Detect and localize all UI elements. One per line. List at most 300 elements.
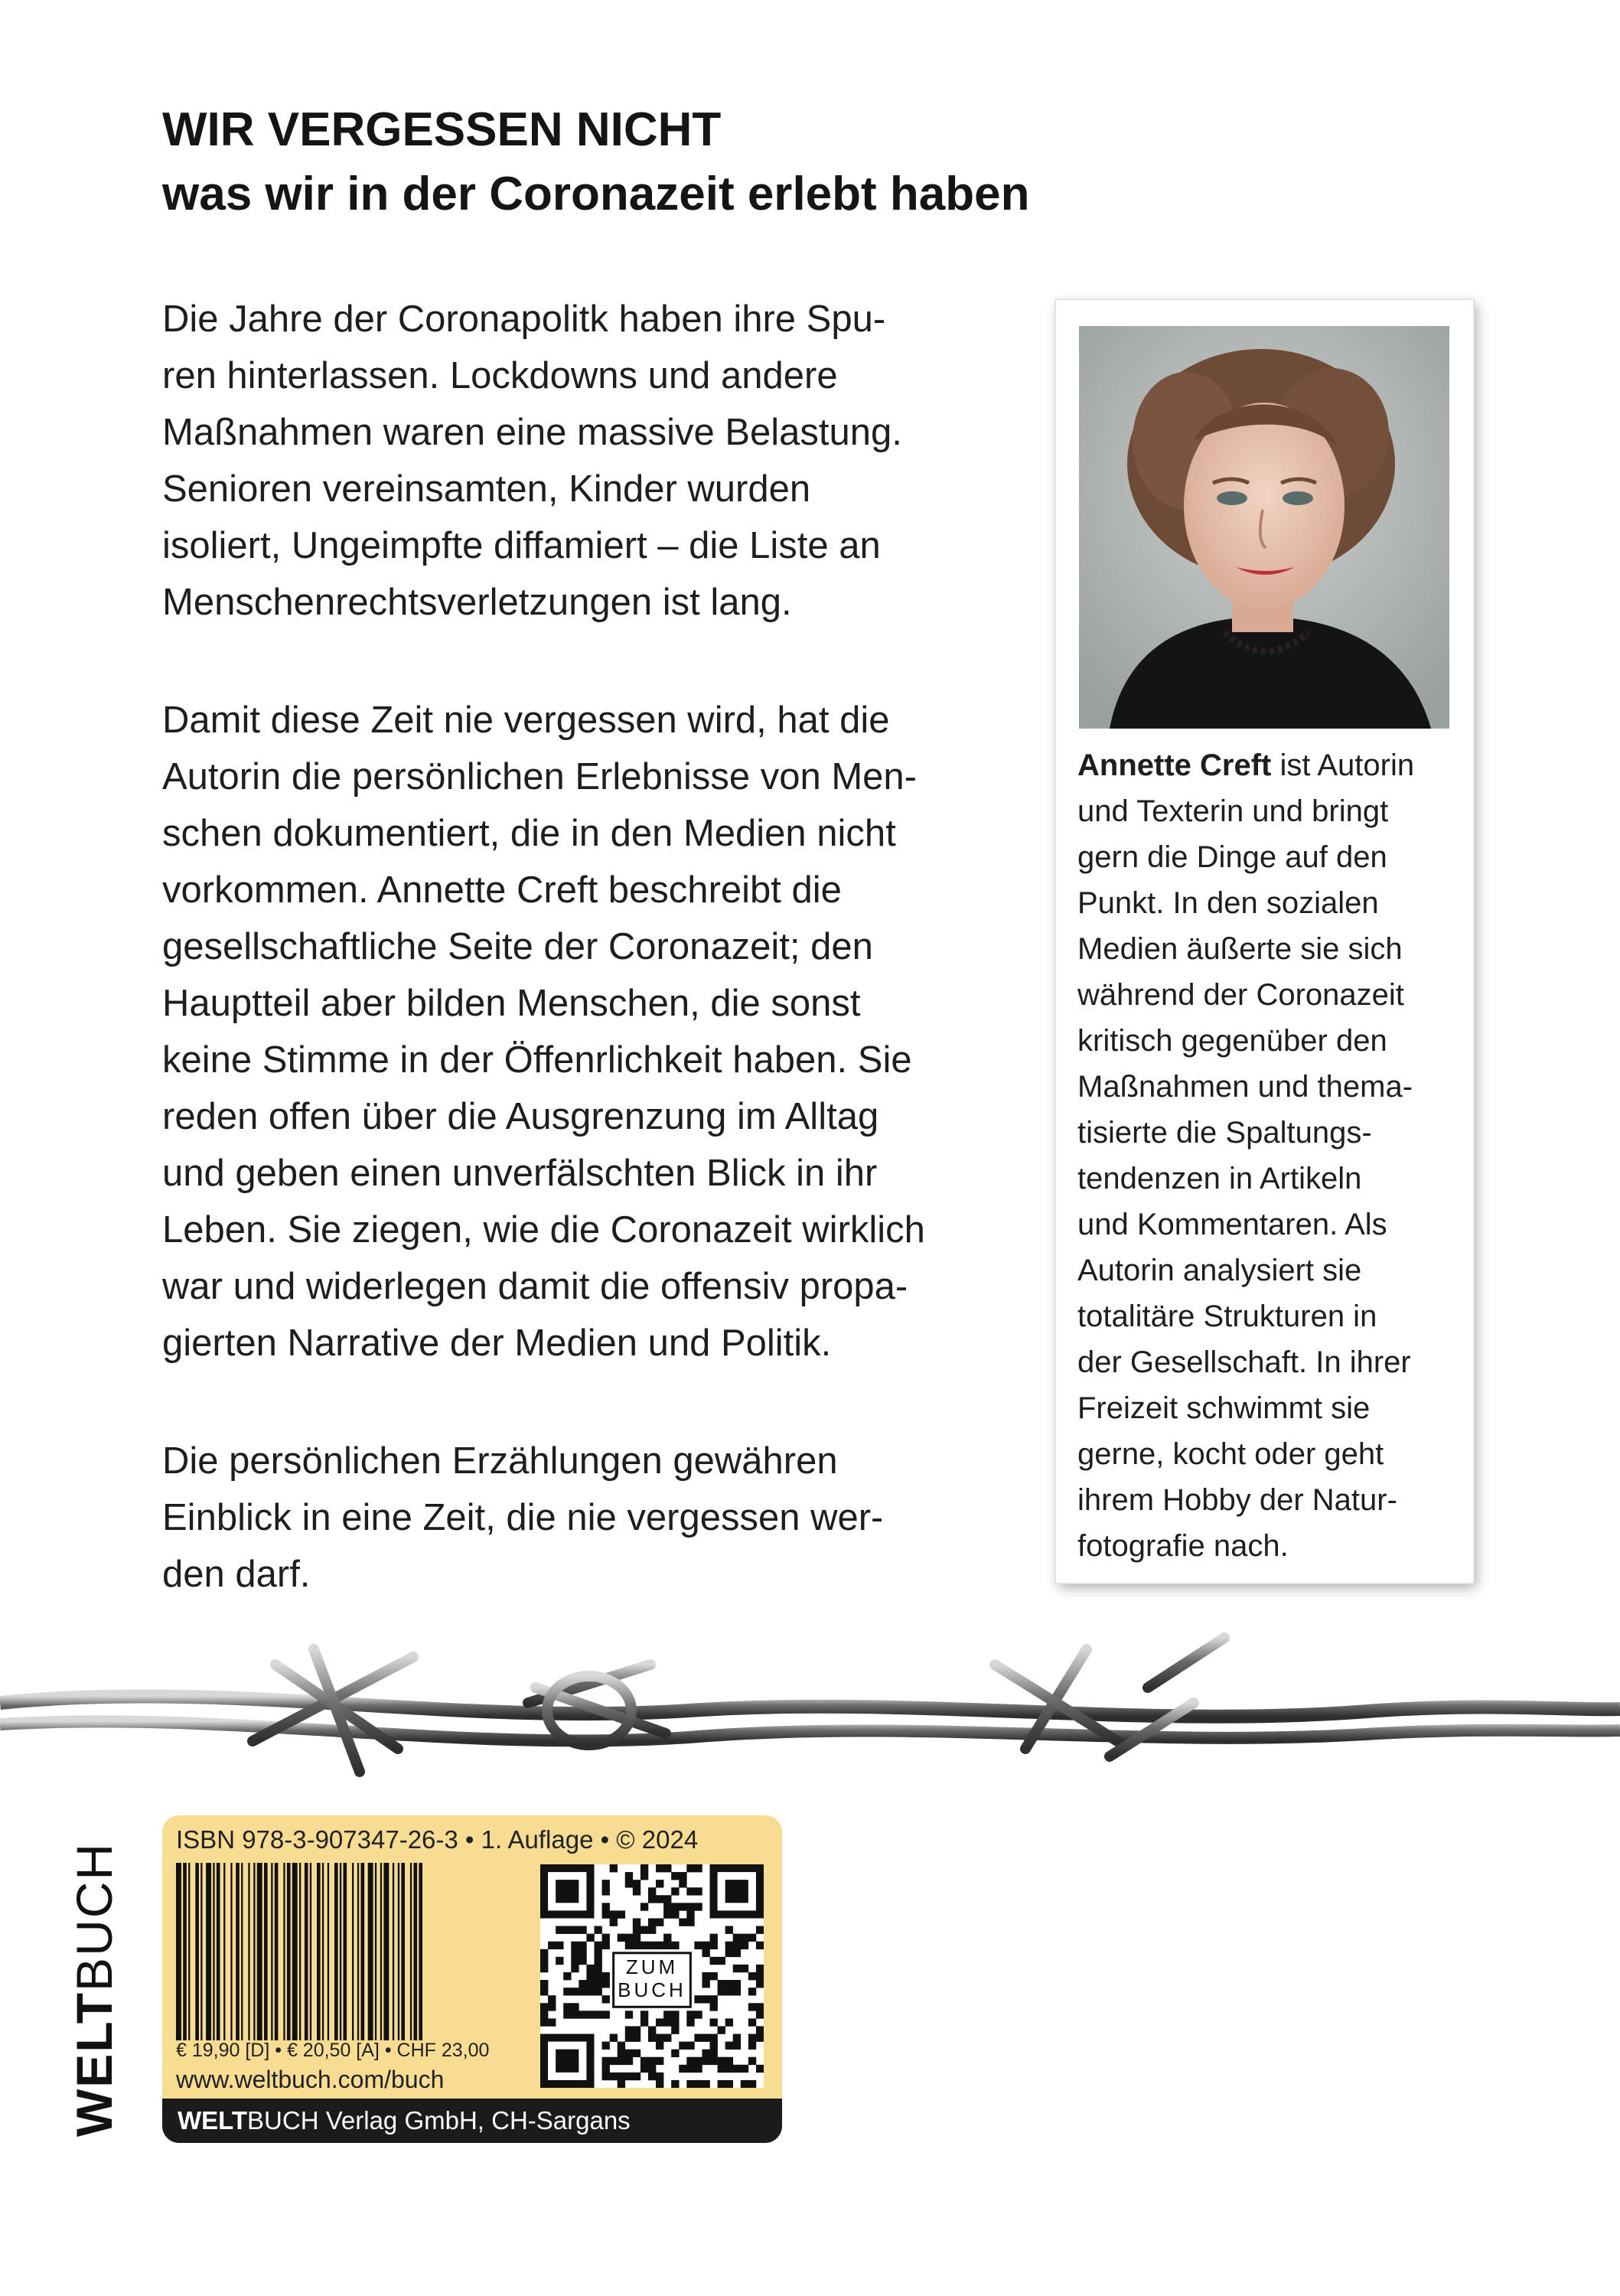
barcode-bar [383, 1863, 389, 2040]
qr-module [579, 1949, 586, 1957]
qr-module [586, 2011, 594, 2018]
barcode-bar [410, 1863, 412, 2040]
qr-module [710, 2034, 718, 2042]
qr-module [571, 2003, 579, 2011]
qr-module [594, 1972, 601, 1980]
qr-module [694, 1864, 702, 1872]
qr-module [725, 1988, 733, 1995]
qr-module [602, 1980, 610, 1988]
barcode-bar [414, 1863, 418, 2040]
qr-module [679, 1903, 686, 1910]
qr-module [710, 1972, 718, 1980]
qr-module [610, 2057, 618, 2065]
qr-module [733, 1949, 741, 1957]
qr-module [663, 1864, 671, 1872]
qr-module [663, 1910, 671, 1918]
qr-module [679, 1880, 686, 1887]
qr-module [571, 2011, 579, 2018]
qr-module [756, 2011, 764, 2018]
qr-module [694, 2011, 702, 2018]
qr-module [548, 2003, 556, 2011]
qr-module [594, 1988, 601, 1995]
qr-module [671, 2011, 679, 2018]
qr-module [563, 1972, 571, 1980]
qr-module [563, 1988, 571, 1995]
qr-module [586, 1980, 594, 1988]
barcode-bar [398, 1863, 399, 2040]
qr-module [579, 1980, 586, 1988]
brand-bold: WELT [66, 1991, 122, 2137]
qr-module [663, 2018, 671, 2026]
qr-module [540, 2011, 548, 2018]
qr-module [756, 1980, 764, 1988]
qr-module [641, 2065, 648, 2073]
qr-module [625, 2057, 633, 2065]
qr-module [702, 1995, 709, 2003]
qr-module [694, 2034, 702, 2042]
qr-module [641, 1864, 648, 1872]
qr-module [633, 2034, 641, 2042]
qr-module [571, 1965, 579, 1972]
qr-module [733, 1965, 741, 1972]
barcode-bar [375, 1863, 376, 2040]
qr-module [586, 1988, 594, 1995]
qr-module [710, 2057, 718, 2065]
qr-module [648, 2057, 656, 2065]
qr-module [725, 2080, 733, 2088]
barcode-bar [283, 1863, 285, 2040]
barcode-bar [236, 1863, 240, 2040]
qr-module [556, 1957, 563, 1965]
qr-module [633, 2073, 641, 2080]
qr-module [594, 1926, 601, 1934]
qr-module [733, 2034, 741, 2042]
barcode-bar [230, 1863, 232, 2040]
qr-module [733, 1980, 741, 1988]
qr-module [633, 1880, 641, 1887]
qr-module [718, 1957, 725, 1965]
qr-module [679, 1918, 686, 1926]
blurb-paragraph-2: Damit diese Zeit nie vergessen wird, hat die Autorin die persönlichen Erlebnisse von Men- schen dokumentiert, die in den Medien nicht vorkommen. Annette Creft beschreibt die gesellschaftliche Seite der Coronazeit; den Hauptteil aber bilden Menschen, die sonst keine Stimme in der Öffenrlichkeit haben. Sie reden offen über die Ausgrenzung im Alltag und geben einen unverfälschten Blick in ihr Leben. Sie ziegen, wie die Coronazeit wirklich war und widerlegen damit die offensiv propa- gierten Narrative der Medien und Politik. [162, 700, 925, 1364]
qr-module [656, 1864, 663, 1872]
barcode-bar [217, 1863, 220, 2040]
barcode-bar [264, 1863, 268, 2040]
barbed-wire-illustration [0, 1596, 1620, 1818]
qr-module [686, 2011, 694, 2018]
qr-module [618, 2073, 625, 2080]
qr-module [748, 1988, 756, 1995]
qr-module [648, 2026, 656, 2033]
barcode-bar [287, 1863, 291, 2040]
qr-module [540, 1957, 548, 1965]
barcode-bar [292, 1863, 298, 2040]
qr-module [656, 2080, 663, 2088]
barcode-bar [322, 1863, 324, 2040]
qr-module [694, 2080, 702, 2088]
qr-module [571, 1957, 579, 1965]
qr-module [686, 2018, 694, 2026]
qr-module [733, 2042, 741, 2050]
qr-module [679, 2042, 686, 2050]
qr-module [741, 2065, 748, 2073]
author-bio-text: ist Autorin und Texterin und bringt gern die Dinge auf den Punkt. In den sozialen Medien äußerte sie sich während der Coronazeit kritisch gegenüber den Maßnahmen und thema- tisierte die Spaltungs- tendenzen in Artikeln und Kommentaren. Als Autorin analysiert sie totalitäre Strukturen in der Gesellschaft. In ihrer Freizeit schwimmt sie gerne, kocht oder geht ihrem Hobby der Natur- fotografie nach. [1077, 748, 1415, 1563]
qr-module [625, 1872, 633, 1880]
barcode-bar [305, 1863, 308, 2040]
qr-module [540, 1980, 548, 1988]
qr-module [618, 2050, 625, 2057]
qr-module [648, 1918, 656, 1926]
qr-module [633, 1934, 641, 1942]
qr-module [718, 1988, 725, 1995]
qr-module [741, 2080, 748, 2088]
qr-module [710, 1934, 718, 1942]
qr-module [671, 2018, 679, 2026]
qr-module [748, 2080, 756, 2088]
qr-module [602, 2065, 610, 2073]
author-bio [1077, 742, 1460, 1569]
qr-module [548, 1942, 556, 1949]
weltbuch-logo-vertical [67, 1800, 121, 2137]
barcode-bar [206, 1863, 211, 2040]
qr-module [633, 2026, 641, 2033]
qr-module [594, 1980, 601, 1988]
barcode-bar [328, 1863, 329, 2040]
qr-module [671, 1887, 679, 1895]
qr-module [663, 2034, 671, 2042]
author-photo [1079, 326, 1449, 729]
qr-module [663, 1934, 671, 1942]
qr-module [548, 1995, 556, 2003]
headline-line-1: WIR VERGESSEN NICHT [162, 103, 722, 156]
qr-module [741, 1965, 748, 1972]
qr-module [702, 1972, 709, 1980]
qr-module [641, 1872, 648, 1880]
barcode-bar [223, 1863, 225, 2040]
qr-module [610, 1910, 618, 1918]
qr-module [641, 1903, 648, 1910]
qr-module [663, 1903, 671, 1910]
qr-module [725, 1980, 733, 1988]
qr-module [602, 2073, 610, 2080]
qr-module [625, 2073, 633, 2080]
qr-module [618, 1934, 625, 1942]
qr-module [610, 1918, 618, 1926]
qr-module [633, 1918, 641, 1926]
qr-module [602, 2057, 610, 2065]
qr-module [718, 1980, 725, 1988]
barcode-bar [344, 1863, 347, 2040]
qr-module [702, 2050, 709, 2057]
qr-module [540, 1988, 548, 1995]
qr-module [540, 2018, 548, 2026]
qr-module [641, 1942, 648, 1949]
qr-module [756, 1926, 764, 1934]
qr-module [663, 1895, 671, 1903]
qr-module [686, 1887, 694, 1895]
qr-module [702, 2057, 709, 2065]
qr-module [733, 1942, 741, 1949]
qr-module [686, 1910, 694, 1918]
qr-module [656, 2057, 663, 2065]
qr-module [594, 1965, 601, 1972]
qr-module [579, 1926, 586, 1934]
qr-module [540, 1965, 548, 1972]
barcode-bar [253, 1863, 255, 2040]
qr-module [625, 1880, 633, 1887]
qr-module [625, 2034, 633, 2042]
qr-module [702, 1942, 709, 1949]
qr-module [579, 2011, 586, 2018]
barcode-bar [401, 1863, 405, 2040]
qr-module [648, 1895, 656, 1903]
qr-module [694, 1942, 702, 1949]
qr-module [586, 1934, 594, 1942]
price-line: € 19,90 [D] • € 20,50 [A] • CHF 23,00 [176, 2040, 490, 2061]
qr-module [663, 2011, 671, 2018]
qr-module [633, 2050, 641, 2057]
barcode-bar [257, 1863, 262, 2040]
qr-module [702, 2080, 709, 2088]
qr-module [602, 1972, 610, 1980]
barcode-bar [200, 1863, 202, 2040]
qr-module [625, 2026, 633, 2033]
barcode-bar [380, 1863, 382, 2040]
qr-module [748, 1972, 756, 1980]
qr-module [556, 1926, 563, 1934]
qr-module [756, 1942, 764, 1949]
qr-module [671, 1903, 679, 1910]
qr-module [625, 2050, 633, 2057]
qr-module [602, 1903, 610, 1910]
qr-module [556, 1942, 563, 1949]
qr-module [710, 2018, 718, 2026]
qr-module [602, 1995, 610, 2003]
headline-line-2: was wir in der Coronazeit erlebt haben [162, 168, 1030, 220]
qr-module [694, 2065, 702, 2073]
qr-module [602, 2011, 610, 2018]
qr-module [540, 1949, 548, 1957]
barcode-bar [334, 1863, 338, 2040]
barcode-bar [188, 1863, 190, 2040]
qr-module [671, 2050, 679, 2057]
qr-module [618, 1910, 625, 1918]
qr-finder-pattern [556, 1880, 579, 1903]
qr-module [702, 2034, 709, 2042]
qr-module [686, 1864, 694, 1872]
publisher-bar [162, 2099, 782, 2143]
blurb-paragraph-3: Die persönlichen Erzählungen gewähren Einblick in eine Zeit, die nie vergessen wer- den darf. [162, 1440, 884, 1595]
barcode-bar [195, 1863, 199, 2040]
barcode-bar [176, 1863, 181, 2040]
qr-module [702, 1980, 709, 1988]
qr-module [618, 2080, 625, 2088]
author-box [1056, 300, 1473, 1583]
barcode-bar [248, 1863, 249, 2040]
qr-module [748, 2034, 756, 2042]
qr-module [602, 2042, 610, 2050]
publisher-rest: BUCH Verlag GmbH, CH-Sargans [247, 2106, 631, 2135]
qr-module [648, 1887, 656, 1895]
qr-module [641, 1926, 648, 1934]
qr-module [656, 2018, 663, 2026]
qr-label-text: BUCH [618, 1978, 686, 2002]
qr-module [686, 2065, 694, 2073]
qr-module [725, 2018, 733, 2026]
barcode-bar [275, 1863, 279, 2040]
qr-module [625, 1942, 633, 1949]
headline [162, 98, 1310, 227]
barcode-bar [310, 1863, 311, 2040]
qr-module [671, 2080, 679, 2088]
qr-code[interactable] [540, 1864, 764, 2088]
qr-module [594, 1949, 601, 1957]
isbn-box [162, 1815, 782, 2099]
barcode-bar [368, 1863, 373, 2040]
qr-module [641, 2018, 648, 2026]
qr-module [625, 1934, 633, 1942]
qr-module [679, 2065, 686, 2073]
qr-module [733, 1988, 741, 1995]
qr-finder-pattern [725, 1880, 748, 1903]
qr-module [733, 1934, 741, 1942]
qr-module [563, 2003, 571, 2011]
barcode-bar [340, 1863, 341, 2040]
qr-module [671, 1872, 679, 1880]
qr-module [686, 2057, 694, 2065]
qr-module [718, 2065, 725, 2073]
qr-module [725, 2042, 733, 2050]
qr-module [718, 2080, 725, 2088]
qr-module [648, 2073, 656, 2080]
qr-module [656, 1942, 663, 1949]
qr-module [571, 1942, 579, 1949]
qr-module [756, 2026, 764, 2033]
qr-module [679, 1872, 686, 1880]
qr-module [563, 1926, 571, 1934]
qr-module [594, 1942, 601, 1949]
qr-module [571, 1926, 579, 1934]
qr-module [579, 1942, 586, 1949]
isbn-line: ISBN 978-3-907347-26-3 • 1. Auflage • © 2024 [176, 1825, 699, 1854]
qr-module [548, 2018, 556, 2026]
brand-light: BUCH [66, 1841, 122, 1991]
barcode-bar [352, 1863, 354, 2040]
qr-module [579, 1988, 586, 1995]
qr-module [602, 1910, 610, 1918]
qr-module [671, 2026, 679, 2033]
qr-module [602, 1942, 610, 1949]
barcode-bar [241, 1863, 243, 2040]
qr-module [648, 1926, 656, 1934]
qr-module [718, 2057, 725, 2065]
qr-module [725, 1926, 733, 1934]
barcode-bar [183, 1863, 187, 2040]
qr-module [710, 1942, 718, 1949]
qr-module [610, 2034, 618, 2042]
qr-module [694, 1887, 702, 1895]
qr-module [571, 1949, 579, 1957]
qr-module [756, 1972, 764, 1980]
qr-module [694, 2057, 702, 2065]
qr-module [610, 2073, 618, 2080]
qr-finder-pattern [556, 2050, 579, 2073]
barcode-bar [419, 1863, 422, 2040]
qr-module [686, 2080, 694, 2088]
qr-module [686, 1918, 694, 1926]
qr-module [748, 2057, 756, 2065]
qr-module [641, 2057, 648, 2065]
qr-module [741, 1934, 748, 1942]
qr-module [756, 2034, 764, 2042]
qr-module [694, 1995, 702, 2003]
barcode-bar [299, 1863, 301, 2040]
qr-module [686, 2042, 694, 2050]
qr-module [725, 2057, 733, 2065]
qr-module [710, 1957, 718, 1965]
barcode-bar [357, 1863, 359, 2040]
qr-module [625, 2011, 633, 2018]
qr-module [656, 1880, 663, 1887]
qr-module [741, 1942, 748, 1949]
qr-module [710, 2042, 718, 2050]
qr-module [725, 2065, 733, 2073]
qr-module [748, 2003, 756, 2011]
qr-module [618, 2042, 625, 2050]
qr-module [733, 2065, 741, 2073]
qr-module [710, 2050, 718, 2057]
qr-module [594, 2011, 601, 2018]
barcode-bar [393, 1863, 394, 2040]
qr-module [656, 1895, 663, 1903]
qr-module [656, 2034, 663, 2042]
qr-module [748, 2018, 756, 2026]
barcode-bar [317, 1863, 321, 2040]
publisher-bold: WELT [178, 2106, 248, 2135]
qr-module [671, 1942, 679, 1949]
barcode-bar [271, 1863, 272, 2040]
qr-module [710, 1995, 718, 2003]
qr-module [718, 2026, 725, 2033]
qr-module [686, 1903, 694, 1910]
qr-module [725, 1949, 733, 1957]
qr-module [602, 1934, 610, 1942]
qr-module [586, 1972, 594, 1980]
qr-module [748, 1934, 756, 1942]
qr-module [641, 2011, 648, 2018]
qr-module [648, 1942, 656, 1949]
qr-module [563, 2011, 571, 2018]
qr-module [648, 2034, 656, 2042]
qr-module [663, 1942, 671, 1949]
qr-module [656, 2042, 663, 2050]
qr-module [648, 2065, 656, 2073]
blurb-paragraph-1: Die Jahre der Coronapolitk haben ihre Spu- ren hinterlassen. Lockdowns und andere Maßnahmen waren eine massive Belastung. Senioren vereinsamten, Kinder wurden isoliert, Ungeimpfte diffamiert – die Liste an Menschenrechtsverletzungen ist lang. [162, 298, 902, 623]
qr-module [633, 1887, 641, 1895]
qr-module [540, 2003, 548, 2011]
website-link[interactable]: www.weltbuch.com/buch [176, 2066, 445, 2093]
author-name: Annette Creft [1077, 748, 1272, 782]
qr-module [610, 1864, 618, 1872]
qr-module [748, 2042, 756, 2050]
qr-module [710, 2003, 718, 2011]
qr-module [656, 2073, 663, 2080]
qr-module [694, 1903, 702, 1910]
qr-module [594, 1957, 601, 1965]
qr-module [602, 1887, 610, 1895]
qr-module [756, 1965, 764, 1972]
qr-module [671, 1910, 679, 1918]
barcode-bar [361, 1863, 365, 2040]
